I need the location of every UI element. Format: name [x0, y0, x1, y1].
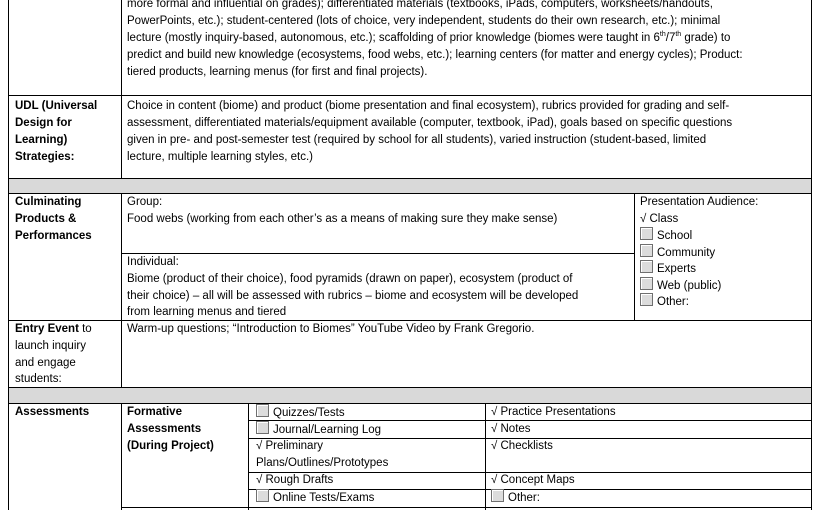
- audience-title: Presentation Audience:: [640, 196, 759, 208]
- checkbox-icon[interactable]: [640, 260, 653, 273]
- label-line: Learning): [15, 134, 68, 146]
- preliminary-checked: √ Preliminary: [256, 440, 324, 452]
- text-line: lecture, multiple learning styles, etc.): [127, 151, 313, 163]
- option-label: Other:: [657, 296, 689, 308]
- option-label: Quizzes/Tests: [273, 407, 345, 419]
- quizzes-option[interactable]: [256, 404, 345, 422]
- other-option[interactable]: [491, 489, 540, 507]
- text-line: given in pre- and post-semester test (required by school for all students), varied instruction (student-based, limited: [127, 134, 707, 146]
- label-line: and engage: [15, 357, 76, 369]
- label-line: (During Project): [127, 440, 214, 452]
- online-tests-option[interactable]: [256, 489, 374, 507]
- label-line: students:: [15, 373, 62, 385]
- checkbox-icon[interactable]: [256, 421, 269, 434]
- individual-label: Individual:: [127, 256, 179, 268]
- checkbox-icon[interactable]: [640, 244, 653, 257]
- label-column-divider: [121, 0, 122, 178]
- label-line: Culminating: [15, 196, 82, 208]
- checkbox-icon[interactable]: [256, 489, 269, 502]
- entry-event-text: Warm-up questions; “Introduction to Biomes” YouTube Video by Frank Gregorio.: [127, 323, 535, 335]
- label-column-divider: [121, 403, 122, 510]
- checklists-checked: √ Checklists: [491, 440, 553, 452]
- text-line: their choice) – all will be assessed with rubrics – biome and ecosystem will be developed: [127, 290, 579, 302]
- assessments-label: Assessments: [15, 406, 90, 418]
- label-line: Formative: [127, 406, 182, 418]
- text-line: more formal and influential on grades); differentiated materials (textbooks, iPads, computers, worksheets/handouts,: [127, 0, 713, 10]
- journal-option[interactable]: [256, 421, 381, 439]
- concept-maps-checked: √ Concept Maps: [491, 474, 575, 486]
- option-label: Other:: [508, 492, 540, 504]
- superscript: th: [659, 31, 666, 39]
- rough-drafts-checked: √ Rough Drafts: [256, 474, 334, 486]
- label-column-divider: [121, 193, 122, 387]
- label-line: Performances: [15, 230, 92, 242]
- label-line: Design for: [15, 117, 72, 129]
- group-text: Food webs (working from each other’s as a means of making sure they make sense): [127, 213, 558, 225]
- audience-column-divider: [634, 193, 635, 320]
- option-label: School: [657, 230, 693, 242]
- notes-checked: √ Notes: [491, 423, 531, 435]
- option-label: Experts: [657, 263, 696, 275]
- text-line: tiered products, learning menus (for first and final projects).: [127, 66, 428, 78]
- checkbox-icon[interactable]: [491, 489, 504, 502]
- spacer-row: [9, 179, 811, 193]
- spacer-row: [9, 388, 811, 403]
- label-line: Products &: [15, 213, 77, 225]
- option-label: Community: [657, 247, 716, 259]
- group-label: Group:: [127, 196, 163, 208]
- table-left-border: [8, 0, 9, 510]
- text-segment: /7: [665, 32, 676, 44]
- table-right-border: [811, 0, 812, 510]
- text-line: from learning menus and tiered: [127, 306, 287, 318]
- text-segment: grade) to: [681, 32, 731, 44]
- label-line: Assessments: [127, 423, 202, 435]
- assessment-row-line: [121, 507, 812, 508]
- text-line: assessment, differentiated materials/equipment available (computer, textbook, iPad), goals based on specific questions: [127, 117, 733, 129]
- audience-experts-option[interactable]: [640, 260, 696, 278]
- text-line: Biome (product of their choice), food pyramids (drawn on paper), ecosystem (product of: [127, 273, 573, 285]
- text-line: Choice in content (biome) and product (biome presentation and final ecosystem), rubrics provided for grading and self-: [127, 100, 730, 112]
- checkbox-icon[interactable]: [640, 293, 653, 306]
- audience-school-option[interactable]: [640, 227, 692, 245]
- label-bold: Entry Event: [15, 323, 79, 335]
- audience-class-checked: √ Class: [640, 213, 679, 225]
- label-line: launch inquiry: [15, 340, 86, 352]
- text-line: predict and build new knowledge (ecosystems, food webs, etc.); learning centers (for matter and energy cycles); Product:: [127, 49, 743, 61]
- option-label: Online Tests/Exams: [273, 492, 375, 504]
- label-line: Strategies:: [15, 151, 75, 163]
- label-line: [15, 321, 92, 338]
- practice-presentations-checked: √ Practice Presentations: [491, 406, 616, 418]
- label-rest: to: [78, 323, 92, 335]
- checkbox-icon[interactable]: [256, 404, 269, 417]
- group-divider: [121, 253, 635, 254]
- text-line: PowerPoints, etc.); student-centered (lots of choice, very independent, students do their own research, etc.); minimal: [127, 15, 721, 27]
- checkbox-icon[interactable]: [640, 227, 653, 240]
- superscript: th: [675, 31, 682, 39]
- checkbox-icon[interactable]: [640, 277, 653, 290]
- option-label: Web (public): [657, 280, 722, 292]
- option-label: Journal/Learning Log: [273, 424, 382, 436]
- label-line: UDL (Universal: [15, 100, 98, 112]
- audience-other-option[interactable]: [640, 293, 689, 311]
- text-line: [127, 30, 730, 47]
- preliminary-checked-cont: Plans/Outlines/Prototypes: [256, 457, 389, 469]
- text-segment: lecture (mostly inquiry-based, autonomous, etc.); scaffolding of prior knowledge (biomes were taught in 6: [127, 32, 660, 44]
- row-divider: [8, 95, 812, 96]
